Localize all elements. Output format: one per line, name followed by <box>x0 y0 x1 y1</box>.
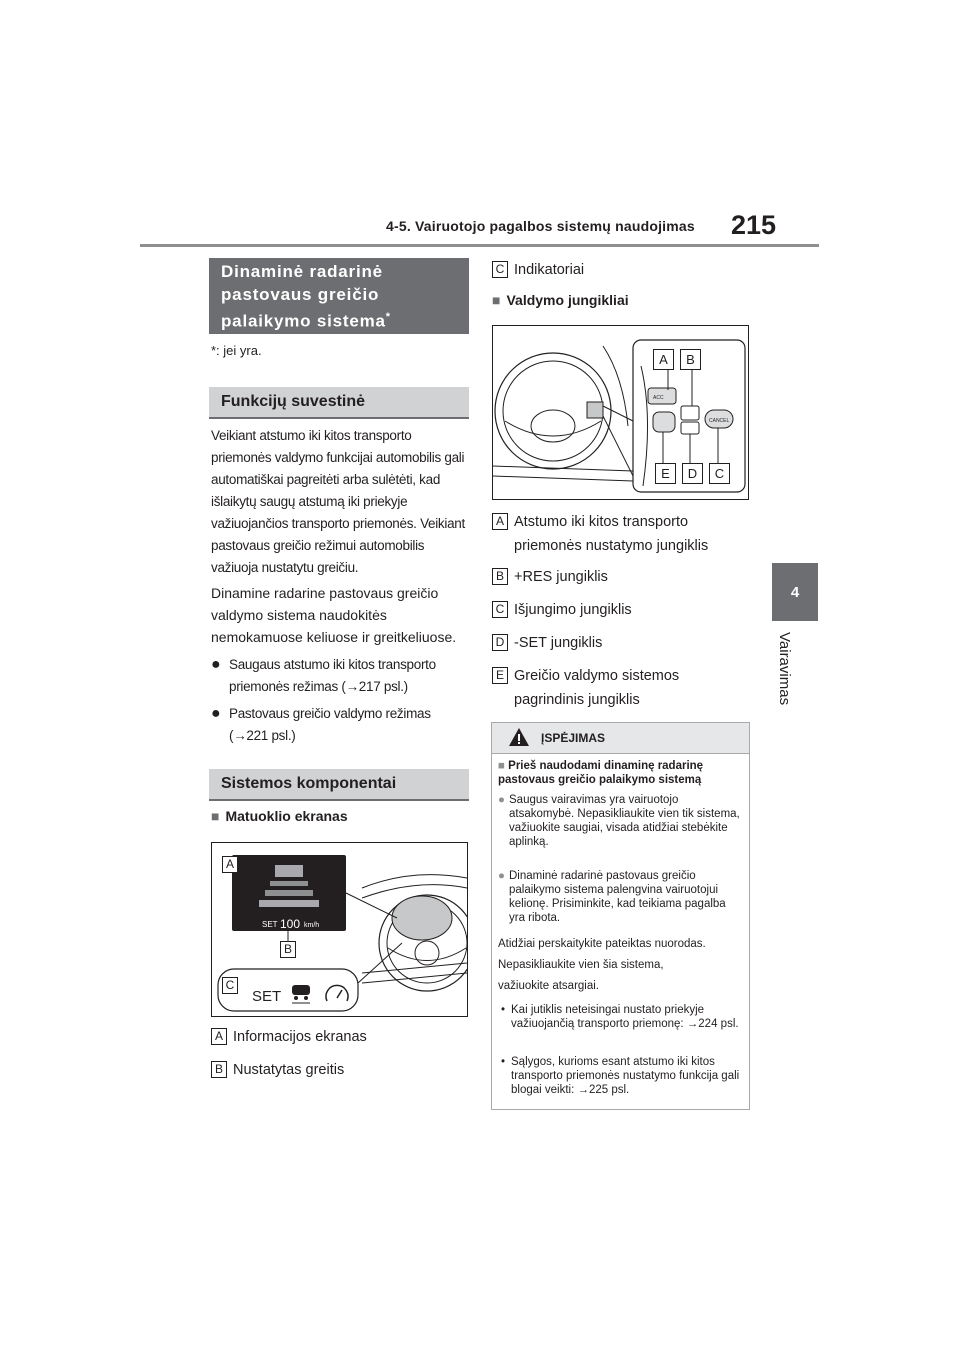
legend-item-d: D -SET jungiklis <box>492 631 602 655</box>
bullet-text[interactable]: Pastovaus greičio valdymo režimas (→221 psl.) <box>229 706 431 743</box>
gauge-illustration <box>212 843 467 1016</box>
bullet-dot: ● <box>211 656 221 673</box>
chapter-label: Vairavimas <box>776 632 793 706</box>
header-rule <box>140 244 819 247</box>
main-title-box <box>209 258 469 334</box>
callout-a: A <box>222 856 238 873</box>
warning-header <box>492 723 749 754</box>
section-title: 4-5. Vairuotojo pagalbos sistemų naudojimas <box>386 218 695 234</box>
gauge-header: ■ Matuoklio ekranas <box>211 808 348 824</box>
legend-item-c: C Išjungimo jungiklis <box>492 598 632 622</box>
warning-plain-1: Atidžiai perskaitykite pateiktas nuorodas. <box>498 938 706 950</box>
callout-a: A <box>653 349 674 370</box>
switch-figure <box>492 325 749 500</box>
cancel-button-label: CANCEL <box>709 418 730 424</box>
warning-subheader: ■ Prieš naudodami dinaminę radarinę pastovaus greičio palaikymo sistemą <box>498 760 704 786</box>
callout-c: C <box>709 463 730 484</box>
warning-plain-3: važiuokite atsargiai. <box>498 980 599 992</box>
acc-button-label: ACC <box>653 395 664 401</box>
legend-item-a: A Atstumo iki kitos transporto priemonės nustatymo jungiklis <box>492 510 742 558</box>
warning-icon <box>508 727 530 747</box>
legend-item-b: B +RES jungiklis <box>492 565 608 589</box>
square-glyph: ■ <box>492 292 501 308</box>
footnote: *: jei yra. <box>211 343 262 358</box>
legend-item-a: A Informacijos ekranas <box>211 1025 367 1049</box>
callout-d: D <box>682 463 703 484</box>
indicator-set-text: SET <box>252 988 282 1005</box>
page-number: 215 <box>731 210 777 240</box>
legend-item-b: B Nustatytas greitis <box>211 1058 344 1082</box>
switches-header: ■ Valdymo jungikliai <box>492 292 629 308</box>
components-header: Sistemos komponentai <box>209 769 469 801</box>
title-footnote-mark: * <box>385 310 391 323</box>
legend-item-c: C Indikatoriai <box>492 258 584 282</box>
callout-b: B <box>680 349 701 370</box>
callout-e: E <box>655 463 676 484</box>
summary-paragraph-1: Veikiant atstumo iki kitos transporto priemonės valdymo funkcijai automobilis gali automatiškai pagreitėti arba sulėtėti, kad išlaikytų saugų atstumą iki priekyje važiuojančios transporto priemonės. Veikiant pastovaus greičio režimui automobilis važiuoja nustatytu greičiu. <box>211 428 465 575</box>
callout-b: B <box>280 941 296 958</box>
legend-item-e: E Greičio valdymo sistemos pagrindinis jungiklis <box>492 664 742 712</box>
warning-box: ĮSPĖJIMAS ■ Prieš naudodami dinaminę radarinę pastovaus greičio palaikymo sistemą ● Saugus vairavimas yra vairuotojo atsakomybė. Nepasikliaukite vien tik sistema, važiuokite saugiai, visada atidžiai stebėkite aplinką. ● Dinaminė radarinė pastovaus greičio palaikymo sistema palengvina vairuotojui kelionę. Prisiminkite, kad teikiama pagalba yra ribota. Atidžiai perskaitykite pateiktas nuorodas. Nepasikliaukite vien šia sistema, važiuokite atsargiai. • Kai jutiklis neteisingai nustato priekyje važiuojančią transporto priemonę: →224 psl. • Sąlygos, kurioms esant atstumo iki kitos transporto priemonės nustatymo funkcija gali blogai veikti: →225 psl. <box>491 722 750 1110</box>
speed-unit: km/h <box>304 922 320 929</box>
warning-plain-2: Nepasikliaukite vien šia sistema, <box>498 959 664 971</box>
chapter-tab[interactable] <box>772 563 818 621</box>
bullet-text[interactable]: Saugaus atstumo iki kitos transporto priemonės režimas (→217 psl.) <box>229 657 436 694</box>
square-glyph: ■ <box>211 808 220 824</box>
bullet-dot: ● <box>211 705 221 722</box>
main-title: Dinaminė radarinė pastovaus greičio palaikymo sistema <box>221 261 386 331</box>
bullet-constant-speed-mode <box>211 703 471 747</box>
summary-header: Funkcijų suvestinė <box>209 387 469 419</box>
bullet-distance-mode <box>211 654 471 698</box>
summary-paragraph-2: Dinamine radarine pastovaus greičio valdymo sistema naudokitės nemokamuose keliuose ir greitkeliuose. <box>211 585 457 645</box>
chapter-number: 4 <box>790 583 800 601</box>
set-label: SET <box>262 920 278 929</box>
gauge-figure <box>211 842 468 1017</box>
warning-title: ĮSPĖJIMAS <box>541 731 606 745</box>
set-speed: 100 <box>280 917 301 931</box>
callout-c: C <box>222 977 238 994</box>
